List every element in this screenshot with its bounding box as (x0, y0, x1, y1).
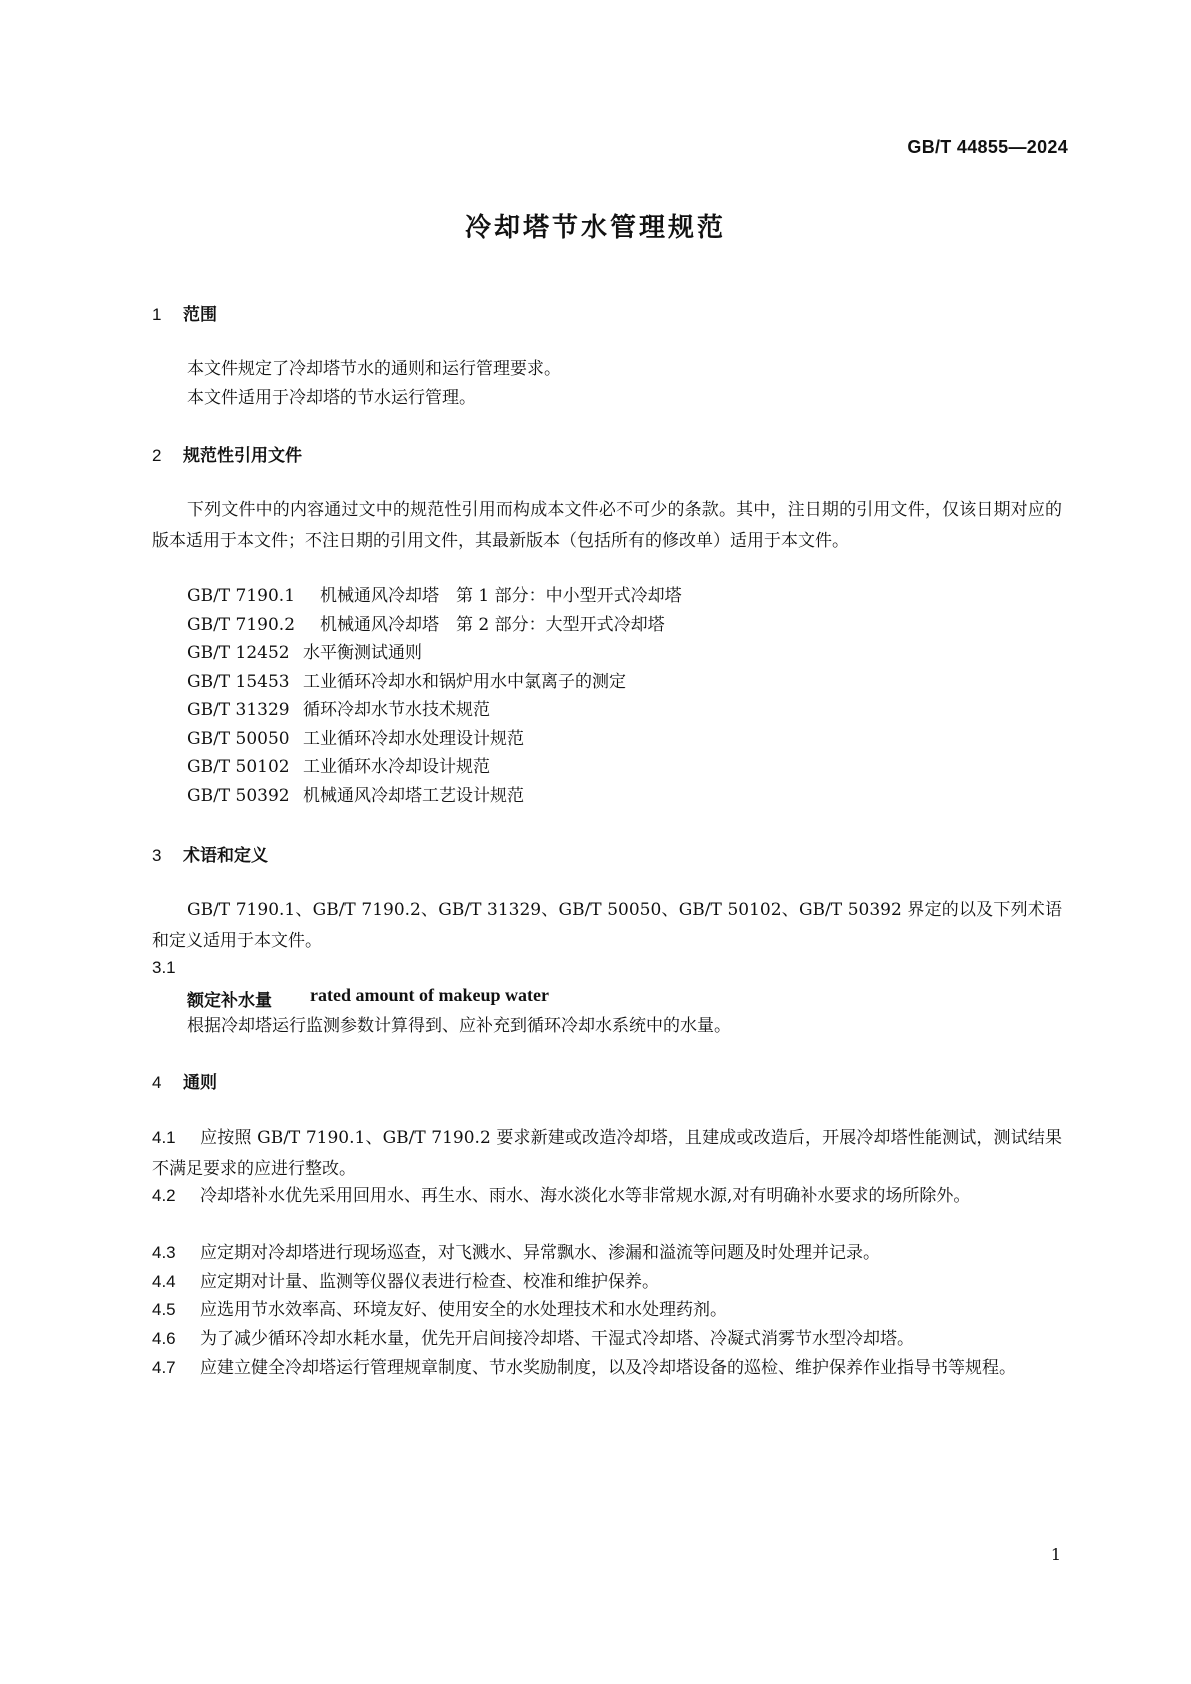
reference-code: GB/T 7190.1 (187, 586, 296, 606)
clause (152, 1237, 1062, 1269)
clause-number: 4.4 (152, 1272, 176, 1291)
reference-code: GB/T 12452 (187, 643, 290, 663)
section-number: 3 (152, 846, 162, 865)
section-heading-terms (152, 841, 268, 866)
reference-item (187, 781, 524, 812)
reference-item (187, 638, 422, 669)
reference-title: 工业循环冷却水和锅炉用水中氯离子的测定 (303, 672, 626, 692)
section-heading-scope (152, 300, 217, 325)
references-intro: 下列文件中的内容通过文中的规范性引用而构成本文件必不可少的条款。其中，注日期的引用文件，仅该日期对应的版本适用于本文件；不注日期的引用文件，其最新版本（包括所有的修改单）适用于本文件。 (152, 500, 1062, 551)
section-number: 2 (152, 446, 162, 465)
clause-text: 冷却塔补水优先采用回用水、再生水、雨水、海水淡化水等非常规水源,对有明确补水要求的场所除外。 (200, 1186, 971, 1206)
clause-number: 4.7 (152, 1358, 176, 1377)
reference-code: GB/T 7190.2 (187, 615, 296, 635)
reference-code: GB/T 50392 (187, 786, 290, 806)
reference-item (187, 695, 490, 726)
reference-title: 机械通风冷却塔工艺设计规范 (303, 786, 524, 806)
term-number: 3.1 (152, 958, 176, 977)
clause-text: 应定期对计量、监测等仪器仪表进行检查、校准和维护保养。 (200, 1272, 659, 1292)
section-title: 范围 (183, 305, 217, 325)
section-heading-normative-references (152, 441, 302, 466)
section-title: 术语和定义 (183, 846, 268, 866)
clause-text: 为了减少循环冷却水耗水量，优先开启间接冷却塔、干湿式冷却塔、冷凝式消雾节水型冷却塔。 (200, 1329, 914, 1349)
clause (152, 1352, 1062, 1384)
reference-code: GB/T 15453 (187, 672, 290, 692)
scope-line: 本文件适用于冷却塔的节水运行管理。 (187, 388, 476, 408)
reference-title: 工业循环冷却水处理设计规范 (303, 729, 524, 749)
clause-number: 4.3 (152, 1243, 176, 1262)
reference-item (187, 724, 524, 755)
reference-title: 机械通风冷却塔 第 1 部分：中小型开式冷却塔 (320, 586, 682, 606)
section-number: 1 (152, 305, 162, 324)
terms-intro: GB/T 7190.1、GB/T 7190.2、GB/T 31329、GB/T 50050、GB/T 50102、GB/T 50392 界定的以及下列术语和定义适用于本文件。 (152, 900, 1062, 951)
clause-number: 4.1 (152, 1128, 176, 1147)
clause-text: 应按照 GB/T 7190.1、GB/T 7190.2 要求新建或改造冷却塔，且建成或改造后，开展冷却塔性能测试，测试结果不满足要求的应进行整改。 (152, 1128, 1062, 1179)
reference-code: GB/T 50050 (187, 729, 290, 749)
section-title: 通则 (183, 1073, 217, 1093)
reference-item (187, 667, 626, 698)
term-english: rated amount of makeup water (310, 985, 549, 1005)
scope-line: 本文件规定了冷却塔节水的通则和运行管理要求。 (187, 359, 561, 379)
reference-item (187, 581, 682, 612)
standard-code: GB/T 44855—2024 (907, 137, 1068, 157)
clause-number: 4.2 (152, 1186, 176, 1205)
clause (152, 1323, 1062, 1355)
section-title: 规范性引用文件 (183, 446, 302, 466)
reference-item (187, 752, 490, 783)
page-number: 1 (1050, 1545, 1061, 1564)
section-number: 4 (152, 1073, 162, 1092)
section-heading-general (152, 1068, 217, 1093)
clause-text: 应建立健全冷却塔运行管理规章制度、节水奖励制度，以及冷却塔设备的巡检、维护保养作业指导书等规程。 (200, 1358, 1016, 1378)
reference-code: GB/T 31329 (187, 700, 290, 720)
clause (152, 1122, 1062, 1185)
reference-title: 机械通风冷却塔 第 2 部分：大型开式冷却塔 (320, 615, 665, 635)
reference-code: GB/T 50102 (187, 757, 290, 777)
reference-title: 水平衡测试通则 (303, 643, 422, 663)
term-definition: 根据冷却塔运行监测参数计算得到、应补充到循环冷却水系统中的水量。 (187, 1016, 731, 1036)
clause (152, 1180, 1062, 1212)
clause-text: 应选用节水效率高、环境友好、使用安全的水处理技术和水处理药剂。 (200, 1300, 727, 1320)
reference-item (187, 610, 665, 641)
clause-number: 4.5 (152, 1300, 176, 1319)
term-chinese: 额定补水量 (187, 991, 272, 1011)
clause-text: 应定期对冷却塔进行现场巡查，对飞溅水、异常飘水、渗漏和溢流等问题及时处理并记录。 (200, 1243, 880, 1263)
reference-title: 循环冷却水节水技术规范 (303, 700, 490, 720)
clause-number: 4.6 (152, 1329, 176, 1348)
reference-title: 工业循环水冷却设计规范 (303, 757, 490, 777)
clause (152, 1294, 1062, 1326)
document-title: 冷却塔节水管理规范 (464, 213, 726, 243)
